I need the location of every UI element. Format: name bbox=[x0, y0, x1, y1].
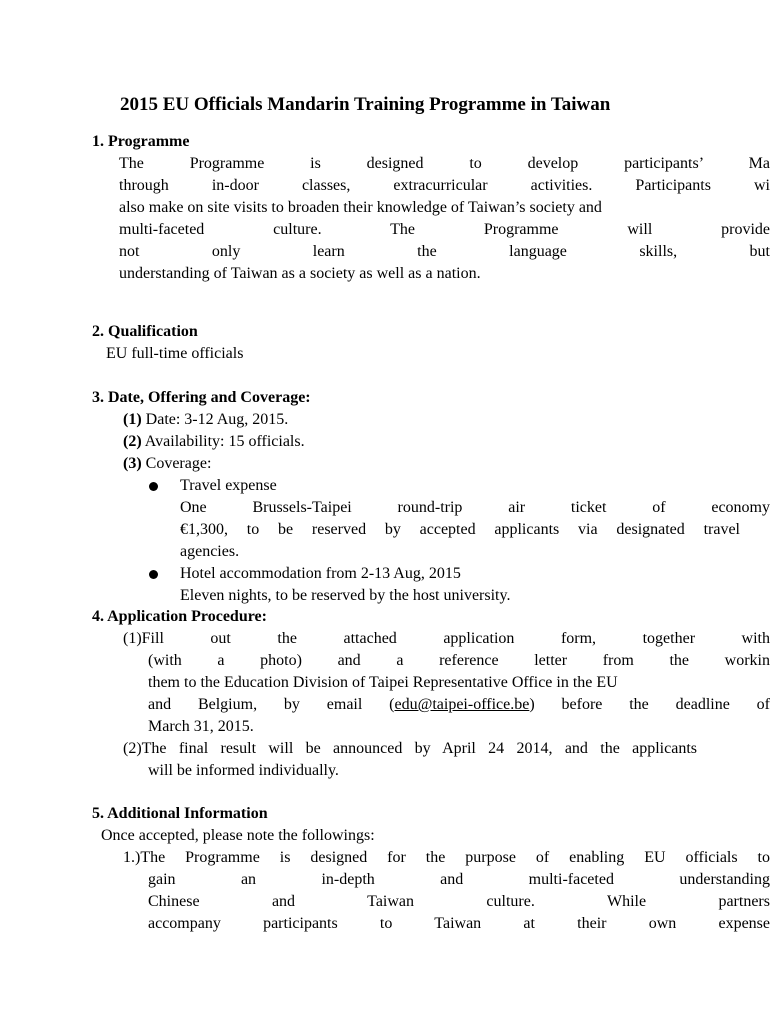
section-date-offering-heading: 3. Date, Offering and Coverage: bbox=[92, 389, 311, 406]
coverage-item bbox=[123, 453, 211, 475]
programme-line-6: understanding of Taiwan as a society as well as a nation. bbox=[119, 265, 481, 282]
programme-line-5: not only learn the language skills, but bbox=[119, 243, 770, 260]
bullet-icon bbox=[149, 482, 158, 491]
application-step-2-line-1: (2)The final result will be announced by April 24 2014, and the applicants bbox=[123, 740, 697, 757]
date-item-text: Date: 3-12 Aug, 2015. bbox=[141, 411, 289, 428]
hotel-label: Hotel accommodation from 2-13 Aug, 2015 bbox=[180, 565, 461, 582]
application-step-1-line-2: (with a photo) and a reference letter from the workin bbox=[148, 652, 770, 669]
qualification-text: EU full-time officials bbox=[106, 345, 244, 362]
programme-line-4: multi-faceted culture. The Programme will provide bbox=[119, 221, 770, 238]
section-additional-info-heading: 5. Additional Information bbox=[92, 805, 268, 822]
travel-expense-line-3: agencies. bbox=[180, 543, 240, 560]
application-step-1-line-5: March 31, 2015. bbox=[148, 718, 254, 735]
section-programme-heading: 1. Programme bbox=[92, 133, 190, 150]
additional-info-line-2: gain an in-depth and multi-faceted understanding bbox=[148, 871, 770, 888]
availability-item-text: Availability: 15 officials. bbox=[141, 433, 305, 450]
additional-info-line-4: accompany participants to Taiwan at their own expense bbox=[148, 915, 770, 932]
section-application-heading: 4. Application Procedure: bbox=[92, 608, 267, 625]
additional-info-line-1: 1.)The Programme is designed for the purpose of enabling EU officials to bbox=[123, 849, 770, 866]
application-step-2-line-2: will be informed individually. bbox=[148, 762, 339, 779]
date-item-number: (1) bbox=[123, 411, 142, 428]
document-title: 2015 EU Officials Mandarin Training Programme in Taiwan bbox=[120, 94, 611, 115]
availability-item-number: (2) bbox=[123, 433, 142, 450]
date-item bbox=[123, 409, 288, 431]
travel-expense-line-2: €1,300, to be reserved by accepted applicants via designated travel bbox=[180, 521, 740, 538]
application-step-1-line-3: them to the Education Division of Taipei Representative Office in the EU bbox=[148, 674, 618, 691]
hotel-line-1: Eleven nights, to be reserved by the host university. bbox=[180, 587, 511, 604]
programme-line-3: also make on site visits to broaden their knowledge of Taiwan’s society and bbox=[119, 199, 602, 216]
bullet-icon bbox=[149, 570, 158, 579]
application-step-1-line-1: (1)Fill out the attached application form, together with bbox=[123, 630, 770, 647]
coverage-item-text: Coverage: bbox=[141, 455, 212, 472]
availability-item bbox=[123, 431, 305, 453]
section-qualification-heading: 2. Qualification bbox=[92, 323, 198, 340]
additional-info-line-3: Chinese and Taiwan culture. While partners bbox=[148, 893, 770, 910]
programme-line-1: The Programme is designed to develop participants’ Ma bbox=[119, 155, 770, 172]
coverage-item-number: (3) bbox=[123, 455, 142, 472]
additional-info-intro: Once accepted, please note the followings: bbox=[101, 827, 375, 844]
email-link[interactable]: edu@taipei-office.be bbox=[394, 696, 530, 713]
application-step-1-line-4: and Belgium, by email (edu@taipei-office.be) before the deadline of bbox=[148, 696, 770, 713]
travel-expense-label: Travel expense bbox=[180, 477, 277, 494]
programme-line-2: through in-door classes, extracurricular activities. Participants wi bbox=[119, 177, 770, 194]
travel-expense-line-1: One Brussels-Taipei round-trip air ticket of economy bbox=[180, 499, 770, 516]
